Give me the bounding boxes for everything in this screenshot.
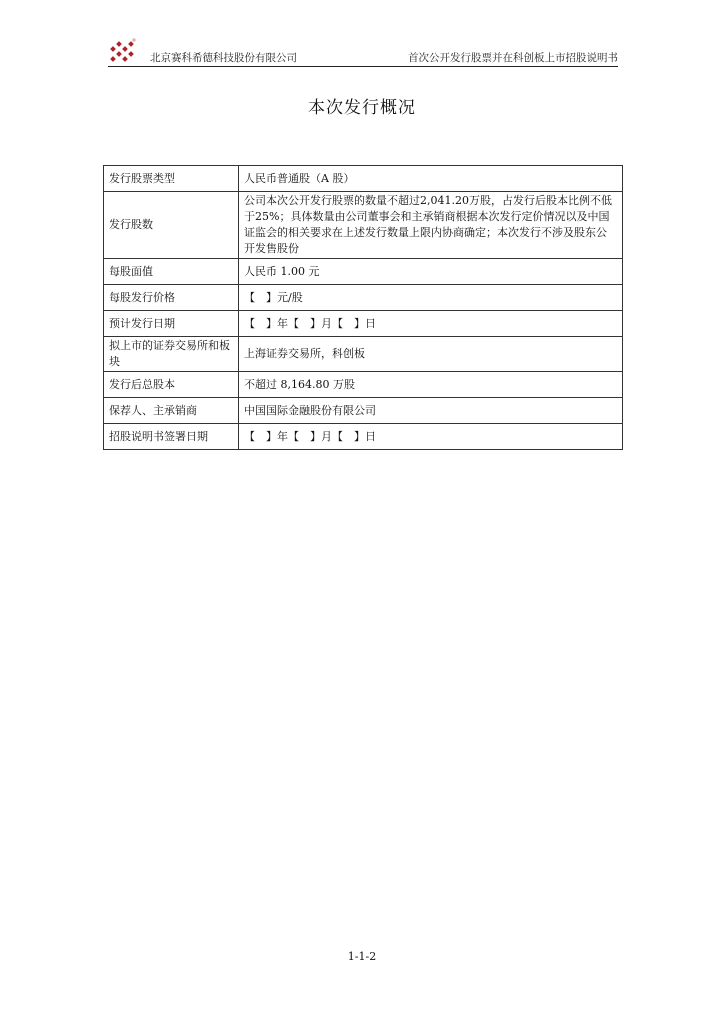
header-company-name: 北京赛科希德科技股份有限公司 bbox=[150, 52, 297, 64]
row-label: 发行后总股本 bbox=[104, 372, 239, 398]
offering-overview-table bbox=[103, 165, 623, 450]
table-row bbox=[104, 192, 623, 259]
row-label: 发行股票类型 bbox=[104, 166, 239, 192]
row-value: 【 】年【 】月【 】日 bbox=[239, 311, 623, 337]
page-header bbox=[108, 36, 618, 67]
table-row bbox=[104, 166, 623, 192]
row-label: 招股说明书签署日期 bbox=[104, 424, 239, 450]
row-value: 中国国际金融股份有限公司 bbox=[239, 398, 623, 424]
row-label: 保荐人、主承销商 bbox=[104, 398, 239, 424]
row-value: 【 】元/股 bbox=[239, 285, 623, 311]
table-row bbox=[104, 424, 623, 450]
row-value: 公司本次公开发行股票的数量不超过2,041.20万股，占发行后股本比例不低于25%；具体数量由公司董事会和主承销商根据本次发行定价情况以及中国证监会的相关要求在上述发行数量上限内协商确定；本次发行不涉及股东公开发售股份 bbox=[239, 192, 623, 259]
table-row bbox=[104, 398, 623, 424]
table-row bbox=[104, 285, 623, 311]
row-value: 人民币普通股（A 股） bbox=[239, 166, 623, 192]
row-value: 不超过 8,164.80 万股 bbox=[239, 372, 623, 398]
page-number: 1-1-2 bbox=[347, 950, 377, 963]
row-label: 每股发行价格 bbox=[104, 285, 239, 311]
row-value: 人民币 1.00 元 bbox=[239, 259, 623, 285]
row-value: 【 】年【 】月【 】日 bbox=[239, 424, 623, 450]
table-row bbox=[104, 337, 623, 372]
row-label: 拟上市的证券交易所和板块 bbox=[104, 337, 239, 372]
company-logo-icon bbox=[108, 38, 136, 64]
table-row bbox=[104, 372, 623, 398]
row-label: 发行股数 bbox=[104, 192, 239, 259]
row-label: 预计发行日期 bbox=[104, 311, 239, 337]
table-row bbox=[104, 259, 623, 285]
row-value: 上海证券交易所，科创板 bbox=[239, 337, 623, 372]
table-row bbox=[104, 311, 623, 337]
page-title: 本次发行概况 bbox=[308, 98, 416, 118]
header-document-title: 首次公开发行股票并在科创板上市招股说明书 bbox=[408, 52, 618, 64]
row-label: 每股面值 bbox=[104, 259, 239, 285]
